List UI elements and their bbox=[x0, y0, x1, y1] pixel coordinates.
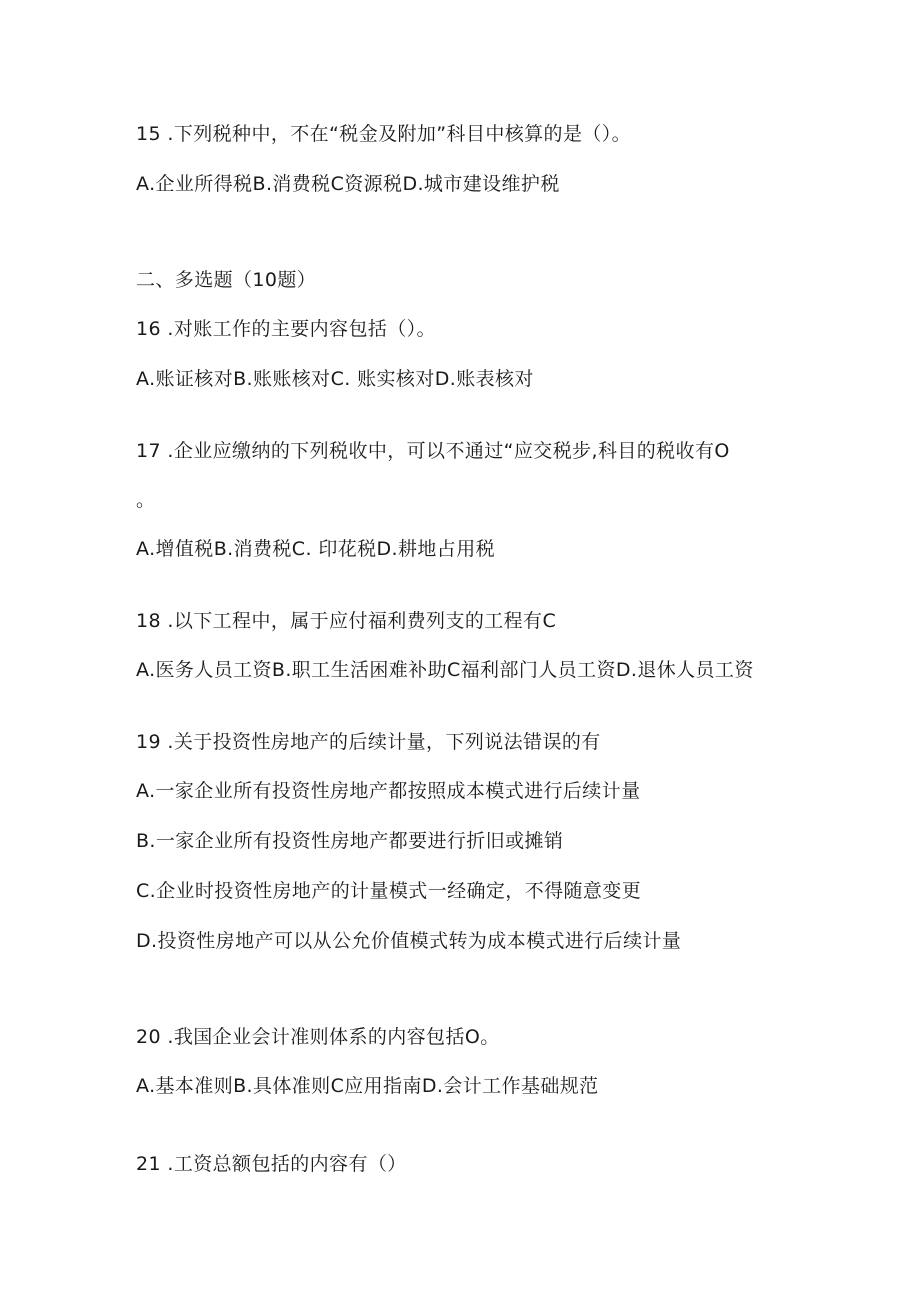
question-20: 20 .我国企业会计准则体系的内容包括O。 bbox=[136, 1026, 500, 1048]
question-19-option-b: B.一家企业所有投资性房地产都要进行折旧或摊销 bbox=[136, 830, 564, 852]
question-16-options: A.账证核对B.账账核对C. 账实核对D.账表核对 bbox=[136, 368, 534, 390]
question-20-options: A.基本准则B.具体准则C应用指南D.会计工作基础规范 bbox=[136, 1075, 599, 1097]
question-16: 16 .对账工作的主要内容包括（）。 bbox=[136, 318, 436, 340]
question-19-option-a: A.一家企业所有投资性房地产都按照成本模式进行后续计量 bbox=[136, 780, 641, 802]
section-heading: 二、多选题（10题） bbox=[136, 269, 317, 291]
question-19: 19 .关于投资性房地产的后续计量，下列说法错误的有 bbox=[136, 731, 601, 753]
question-18-options: A.医务人员工资B.职工生活困难补助C福利部门人员工资D.退休人员工资 bbox=[136, 659, 754, 681]
question-17-continuation: 。 bbox=[136, 489, 156, 511]
question-15: 15 .下列税种中，不在“税金及附加”科目中核算的是（）。 bbox=[136, 123, 632, 145]
question-18: 18 .以下工程中，属于应付福利费列支的工程有C bbox=[136, 610, 557, 632]
question-15-options: A.企业所得税B.消费税C资源税D.城市建设维护税 bbox=[136, 173, 560, 195]
question-19-option-c: C.企业时投资性房地产的计量模式一经确定，不得随意变更 bbox=[136, 880, 642, 902]
question-17: 17 .企业应缴纳的下列税收中，可以不通过“应交税步,科目的税收有O bbox=[136, 440, 730, 462]
question-19-option-d: D.投资性房地产可以从公允价值模式转为成本模式进行后续计量 bbox=[136, 930, 682, 952]
question-21: 21 .工资总额包括的内容有（） bbox=[136, 1153, 407, 1175]
question-17-options: A.增值税B.消费税C. 印花税D.耕地占用税 bbox=[136, 538, 495, 560]
